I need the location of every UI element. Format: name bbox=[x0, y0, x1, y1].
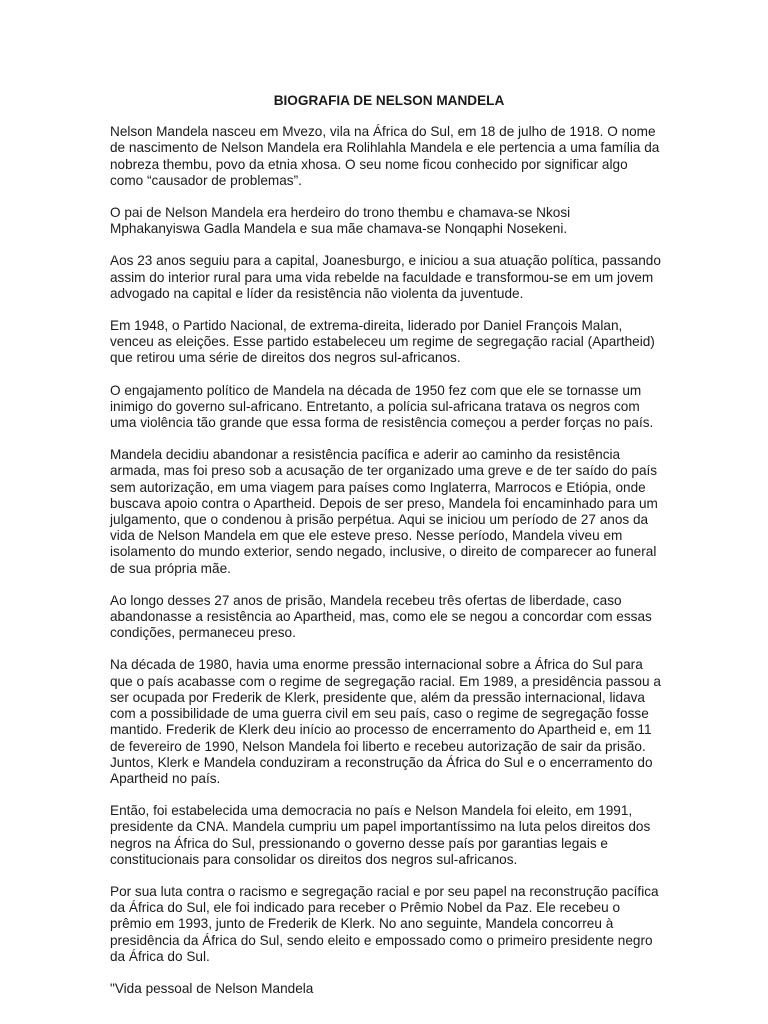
paragraph-1980s-pressure: Na década de 1980, havia uma enorme pressão internacional sobre a África do Sul para que o país acabasse com o regime de segregação racial. Em 1989, a presidência passou a ser ocupada por Frederik de Klerk, presidente que, além da pressão internacional, lidava com a possibilidade de uma guerra civil em seu país, caso o regime de segregação fosse mantido. Frederik de Klerk deu início ao processo de encerramento do Apartheid e, em 11 de fevereiro de 1990, Nelson Mandela foi liberto e recebeu autorização de sair da prisão. Juntos, Klerk e Mandela conduziram a reconstrução da África do Sul e o encerramento do Apartheid no país. bbox=[110, 657, 661, 786]
paragraph-nobel-prize: Por sua luta contra o racismo e segregação racial e por seu papel na reconstrução pacífica da África do Sul, ele foi indicado para receber o Prêmio Nobel da Paz. Ele recebeu o prêmio em 1993, junto de Frederik de Klerk. No ano seguinte, Mandela concorreu à presidência da África do Sul, sendo eleito e empossado como o primeiro presidente negro da África do Sul. bbox=[110, 883, 659, 964]
paragraph-armed-resistance: Mandela decidiu abandonar a resistência pacífica e aderir ao caminho da resistência armada, mas foi preso sob a acusação de ter organizado uma greve e de ter saído do país sem autorização, em uma viagem para países como Inglaterra, Marrocos e Etiópia, onde buscava apoio contra o Apartheid. Depois de ser preso, Mandela foi encaminhado para um julgamento, que o condenou à prisão perpétua. Aqui se iniciou um período de 27 anos da vida de Nelson Mandela em que ele esteve preso. Nesse período, Mandela viveu em isolamento do mundo exterior, sendo negado, inclusive, o direito de comparecer ao funeral de sua própria mãe. bbox=[110, 447, 658, 576]
document-title: BIOGRAFIA DE NELSON MANDELA bbox=[273, 93, 505, 108]
paragraph-parents: O pai de Nelson Mandela era herdeiro do trono thembu e chamava-se Nkosi Mphakanyiswa Gadla Mandela e sua mãe chamava-se Nonqaphi Nosekeni. bbox=[110, 205, 571, 237]
paragraph-johannesburg: Aos 23 anos seguiu para a capital, Joanesburgo, e iniciou a sua atuação política, passando assim do interior rural para uma vida rebelde na faculdade e transformou-se em um jovem advogado na capital e líder da resistência não violenta da juventude. bbox=[110, 253, 661, 301]
paragraph-1948-elections: Em 1948, o Partido Nacional, de extrema-direita, liderado por Daniel François Malan, venceu as eleições. Esse partido estabeleceu um regime de segregação racial (Apartheid) que retirou uma série de direitos dos negros sul-africanos. bbox=[110, 318, 655, 366]
document-body bbox=[110, 93, 662, 997]
paragraph-freedom-offers: Ao longo desses 27 anos de prisão, Mandela recebeu três ofertas de liberdade, caso abandonasse a resistência ao Apartheid, mas, como ele se negou a concordar com essas condições, permaneceu preso. bbox=[110, 592, 652, 641]
paragraph-democracy: Então, foi estabelecida uma democracia no país e Nelson Mandela foi eleito, em 1991, presidente da CNA. Mandela cumpriu um papel importantíssimo na luta pelos direitos dos negros na África do Sul, pressionando o governo desse país por garantias legais e constitucionais para consolidar os direitos dos negros sul-africanos. bbox=[110, 803, 651, 867]
paragraph-birth: Nelson Mandela nasceu em Mvezo, vila na África do Sul, em 18 de julho de 1918. O nome de nascimento de Nelson Mandela era Rolihlahla Mandela e ele pertencia a uma família da nobreza thembu, povo da etnia xhosa. O seu nome ficou conhecido por significar algo como “causador de problemas”. bbox=[110, 124, 660, 188]
paragraph-personal-life-heading: "Vida pessoal de Nelson Mandela bbox=[110, 980, 314, 996]
paragraph-1950s-engagement: O engajamento político de Mandela na década de 1950 fez com que ele se tornasse um inimigo do governo sul-africano. Entretanto, a polícia sul-africana tratava os negros com uma violência tão grande que essa forma de resistência começou a perder forças no país. bbox=[110, 382, 654, 431]
